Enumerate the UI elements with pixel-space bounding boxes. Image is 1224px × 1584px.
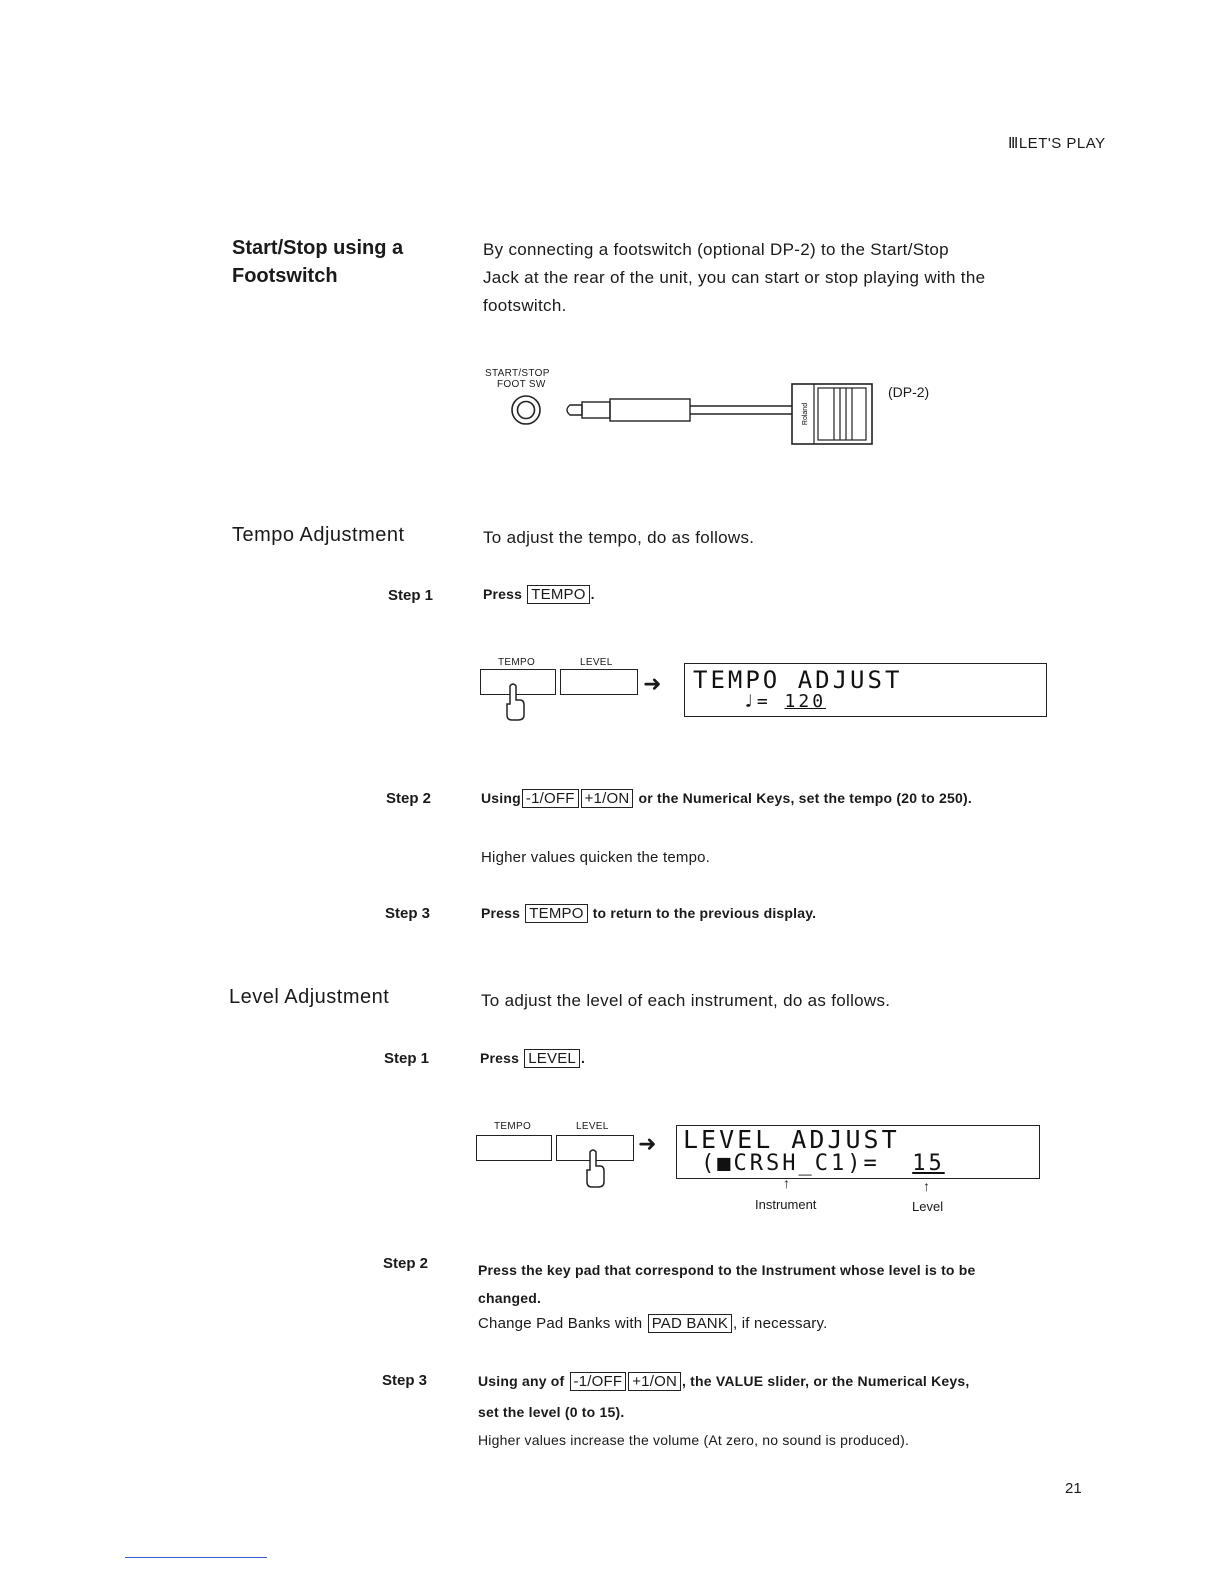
minus-off-key: -1/OFF [570, 1372, 627, 1391]
tempo-key: TEMPO [525, 904, 587, 923]
step-label: Step 1 [384, 1050, 430, 1067]
level-key: LEVEL [524, 1049, 580, 1068]
level-step2-instruction [478, 1256, 1118, 1312]
footswitch-diagram [500, 380, 880, 450]
step-label: Step 3 [382, 1372, 428, 1389]
level-panel-button [560, 669, 638, 695]
section-title-footswitch [232, 234, 403, 290]
level-step3-note: Higher values increase the volume (At zero, no sound is produced). [478, 1432, 910, 1448]
plus-on-key: +1/ON [581, 789, 634, 808]
level-lcd-display [676, 1125, 1040, 1179]
jack-label-line: FOOT SW [497, 379, 546, 390]
panel-level-label: LEVEL [576, 1121, 609, 1132]
section-title-line: Footswitch [232, 265, 338, 287]
level-step1-instruction [480, 1049, 585, 1068]
step-label: Step 3 [385, 905, 431, 922]
level-annotation: Level [912, 1199, 944, 1214]
level-intro: To adjust the level of each instrument, do as follows. [481, 991, 891, 1010]
plus-on-key: +1/ON [628, 1372, 681, 1391]
instruction-text: . [580, 1050, 586, 1066]
jack-label-line: START/STOP [485, 368, 550, 379]
arrow-icon: ➜ [643, 671, 662, 696]
jack-icon [512, 396, 540, 424]
pad-bank-key: PAD BANK [648, 1314, 732, 1333]
instruction-text: . [590, 586, 595, 602]
level-step3-instruction [478, 1372, 1118, 1391]
tempo-lcd-display [684, 663, 1047, 717]
pedal-model-label: (DP-2) [888, 384, 930, 400]
instruction-text: , if necessary. [733, 1315, 828, 1332]
minus-off-key: -1/OFF [522, 789, 579, 808]
instruction-line: Press the key pad that correspond to the Instrument whose level is to be [478, 1262, 976, 1278]
instruction-text: Using [481, 790, 521, 806]
panel-level-label: LEVEL [580, 657, 613, 668]
instruction-text: Press [480, 1050, 520, 1066]
up-arrow-icon: ↑ [923, 1178, 930, 1194]
paragraph-line: Jack at the rear of the unit, you can start or stop playing with the [483, 268, 986, 287]
panel-tempo-label: TEMPO [494, 1121, 532, 1132]
footer-rule [125, 1557, 267, 1558]
step-label: Step 1 [388, 587, 434, 604]
instruction-text: Using any of [478, 1373, 565, 1389]
pointing-hand-icon [582, 1148, 608, 1190]
pointing-hand-icon [502, 682, 528, 722]
pedal-brand-label: Roland [802, 402, 809, 426]
page-number: 21 [1065, 1480, 1082, 1497]
tempo-step2-instruction [481, 789, 1121, 808]
note-icon: ♩ [743, 691, 757, 712]
lcd-line-1: TEMPO ADJUST [693, 666, 903, 694]
instruction-line: changed. [478, 1290, 542, 1306]
tempo-step2-note: Higher values quicken the tempo. [481, 849, 711, 866]
tempo-value: 120 [784, 691, 827, 712]
arrow-icon: ➜ [638, 1131, 657, 1156]
running-header: ⅢLET'S PLAY [1008, 135, 1106, 152]
tempo-key: TEMPO [527, 585, 589, 604]
lcd-line-2 [685, 692, 1046, 712]
tempo-panel-button [476, 1135, 552, 1161]
lcd-instrument: (■CRSH_C1) [701, 1151, 864, 1176]
instruction-text: , the VALUE slider, or the Numerical Keys, [682, 1373, 970, 1389]
lcd-equals: = [863, 1151, 880, 1176]
tempo-step3-instruction [481, 904, 816, 923]
plug-cable-icon [567, 399, 792, 421]
level-value: 15 [912, 1151, 945, 1176]
lcd-equals: = [756, 691, 771, 712]
instrument-annotation: Instrument [755, 1197, 817, 1212]
paragraph-line: footswitch. [483, 296, 567, 315]
level-step3-line2: set the level (0 to 15). [478, 1404, 625, 1420]
instruction-text: Press [481, 905, 521, 921]
up-arrow-icon: ↑ [783, 1175, 790, 1191]
lcd-line-2 [677, 1152, 1039, 1176]
step-label: Step 2 [383, 1255, 429, 1272]
section-title-tempo: Tempo Adjustment [232, 524, 405, 546]
level-step2-note [478, 1314, 827, 1333]
step-label: Step 2 [386, 790, 432, 807]
instruction-text: Press [483, 586, 523, 602]
instruction-text: to return to the previous display. [592, 905, 817, 921]
footswitch-description [483, 236, 1123, 320]
tempo-intro: To adjust the tempo, do as follows. [483, 528, 755, 547]
tempo-step1-instruction [483, 585, 595, 604]
instruction-text: Change Pad Banks with [478, 1315, 643, 1332]
instruction-text: or the Numerical Keys, set the tempo (20 to 250). [638, 790, 972, 806]
panel-tempo-label: TEMPO [498, 657, 536, 668]
lcd-line-1: LEVEL ADJUST [683, 1125, 900, 1154]
section-title-line: Start/Stop using a [232, 237, 404, 259]
paragraph-line: By connecting a footswitch (optional DP-2) to the Start/Stop [483, 240, 949, 259]
section-title-level: Level Adjustment [229, 986, 390, 1008]
